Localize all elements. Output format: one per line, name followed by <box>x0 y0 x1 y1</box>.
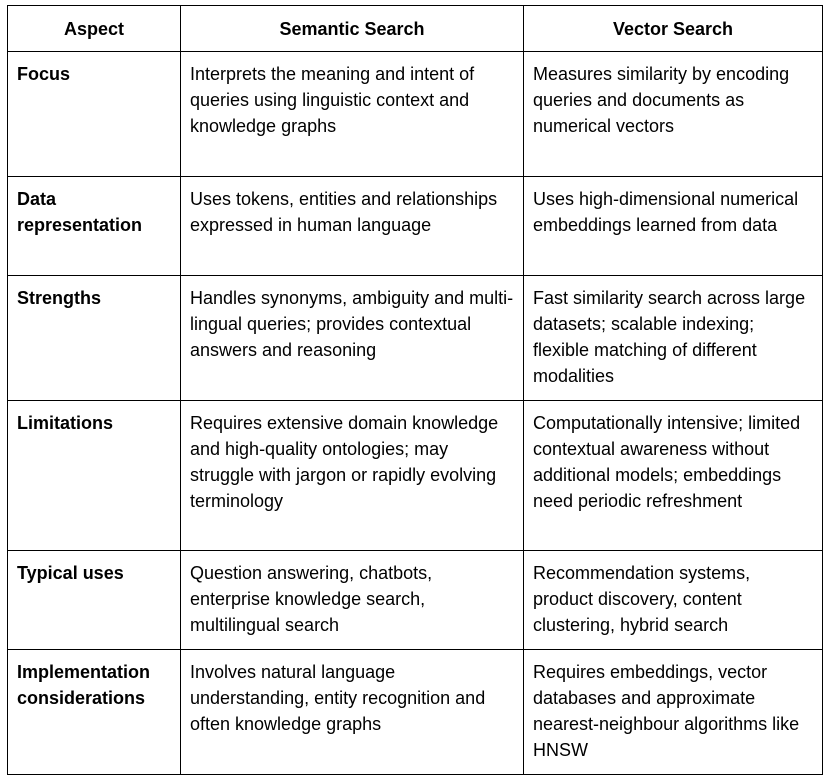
comparison-table <box>7 5 823 775</box>
aspect-cell: Data representation <box>8 177 181 276</box>
vector-search-cell: Requires embeddings, vector databases and approximate nearest-neighbour algorithms like HNSW <box>524 650 823 775</box>
column-header-aspect: Aspect <box>8 6 181 52</box>
semantic-search-cell: Handles synonyms, ambiguity and multi-lingual queries; provides contextual answers and reasoning <box>181 276 524 401</box>
semantic-search-cell: Interprets the meaning and intent of queries using linguistic context and knowledge graphs <box>181 52 524 177</box>
table-row <box>8 276 823 401</box>
table-body <box>8 52 823 775</box>
column-header-semantic-search: Semantic Search <box>181 6 524 52</box>
table-row <box>8 52 823 177</box>
aspect-cell: Implementation considerations <box>8 650 181 775</box>
semantic-search-cell: Question answering, chatbots, enterprise knowledge search, multilingual search <box>181 551 524 650</box>
header-row <box>8 6 823 52</box>
vector-search-cell: Fast similarity search across large datasets; scalable indexing; flexible matching of different modalities <box>524 276 823 401</box>
column-header-vector-search: Vector Search <box>524 6 823 52</box>
semantic-search-cell: Involves natural language understanding, entity recognition and often knowledge graphs <box>181 650 524 775</box>
vector-search-cell: Measures similarity by encoding queries and documents as numerical vectors <box>524 52 823 177</box>
aspect-cell: Limitations <box>8 401 181 551</box>
vector-search-cell: Uses high-dimensional numerical embeddings learned from data <box>524 177 823 276</box>
table-row <box>8 551 823 650</box>
table-row <box>8 177 823 276</box>
aspect-cell: Strengths <box>8 276 181 401</box>
aspect-cell: Typical uses <box>8 551 181 650</box>
vector-search-cell: Computationally intensive; limited contextual awareness without additional models; embeddings need periodic refreshment <box>524 401 823 551</box>
table-header <box>8 6 823 52</box>
table-row <box>8 401 823 551</box>
vector-search-cell: Recommendation systems, product discovery, content clustering, hybrid search <box>524 551 823 650</box>
aspect-cell: Focus <box>8 52 181 177</box>
semantic-search-cell: Uses tokens, entities and relationships expressed in human language <box>181 177 524 276</box>
table-row <box>8 650 823 775</box>
semantic-search-cell: Requires extensive domain knowledge and high-quality ontologies; may struggle with jargon or rapidly evolving terminology <box>181 401 524 551</box>
